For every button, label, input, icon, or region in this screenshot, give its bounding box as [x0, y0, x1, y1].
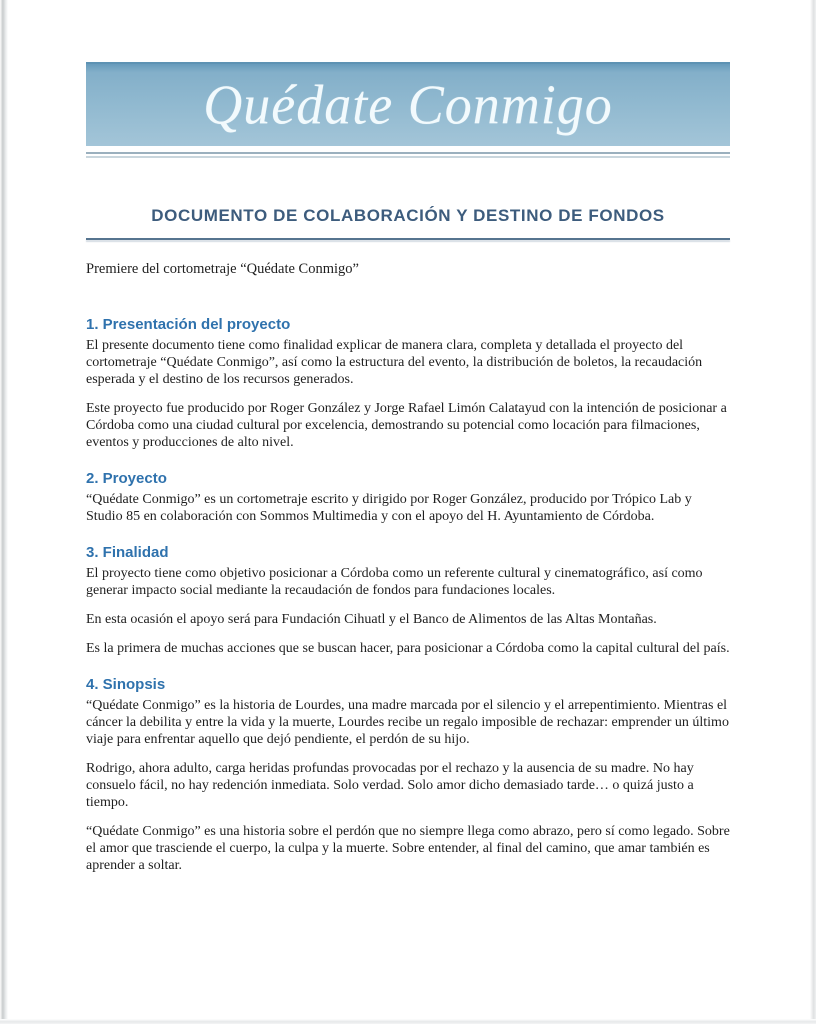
section-heading: 4. Sinopsis	[86, 676, 166, 693]
photo-edge-left	[0, 0, 8, 1024]
paragraph: En esta ocasión el apoyo será para Fundación Cihuatl y el Banco de Alimentos de las Altas Montañas.	[86, 612, 657, 627]
section-presentacion	[86, 315, 731, 451]
section-heading: 1. Presentación del proyecto	[86, 316, 291, 333]
photo-edge-bottom	[0, 1019, 816, 1024]
paragraph: El proyecto tiene como objetivo posicionar a Córdoba como un referente cultural y cinematográfico, así como generar impacto social mediante la recaudación de fondos para fundaciones locales.	[86, 566, 703, 598]
paragraph: Es la primera de muchas acciones que se buscan hacer, para posicionar a Córdoba como la capital cultural del país.	[86, 641, 730, 656]
paragraph: “Quédate Conmigo” es la historia de Lourdes, una madre marcada por el silencio y el arrepentimiento. Mientras el cáncer la debilita y entre la vida y la muerte, Lourdes recibe un regalo imposible de rechazar: emprender un último viaje para enfrentar aquello que dejó pendiente, el perdón de su hijo.	[86, 698, 729, 747]
section-heading: 3. Finalidad	[86, 544, 169, 561]
title-divider	[86, 238, 730, 240]
photo-edge-right	[810, 0, 816, 1024]
film-title: Quédate Conmigo	[203, 73, 613, 137]
document-body	[86, 261, 731, 874]
film-title-banner	[86, 62, 730, 146]
banner-divider	[86, 152, 730, 158]
document-title: DOCUMENTO DE COLABORACIÓN Y DESTINO DE FONDOS	[151, 206, 665, 225]
section-sinopsis	[86, 675, 731, 874]
paragraph: “Quédate Conmigo” es un cortometraje escrito y dirigido por Roger González, producido por Trópico Lab y Studio 85 en colaboración con Sommos Multimedia y con el apoyo del H. Ayuntamiento de Córdoba.	[86, 492, 692, 524]
intro-line: Premiere del cortometraje “Quédate Conmigo”	[86, 261, 359, 277]
paragraph: Este proyecto fue producido por Roger González y Jorge Rafael Limón Calatayud con la intención de posicionar a Córdoba como una ciudad cultural por excelencia, demostrando su potencial como locación para filmaciones, eventos y producciones de alto nivel.	[86, 401, 727, 450]
paragraph: El presente documento tiene como finalidad explicar de manera clara, completa y detallada el proyecto del cortometraje “Quédate Conmigo”, así como la estructura del evento, la distribución de boletos, la recaudación esperada y el destino de los recursos generados.	[86, 338, 703, 387]
section-heading: 2. Proyecto	[86, 470, 167, 487]
section-finalidad	[86, 543, 731, 657]
paragraph: “Quédate Conmigo” es una historia sobre el perdón que no siempre llega como abrazo, pero sí como legado. Sobre el amor que trasciende el cuerpo, la culpa y la muerte. Sobre entender, al final del camino, que amar también es aprender a soltar.	[86, 824, 730, 873]
paragraph: Rodrigo, ahora adulto, carga heridas profundas provocadas por el rechazo y la ausencia de su madre. No hay consuelo fácil, no hay redención inmediata. Solo verdad. Solo amor dicho demasiado tarde… o quizá justo a tiempo.	[86, 761, 694, 810]
section-proyecto	[86, 469, 731, 525]
